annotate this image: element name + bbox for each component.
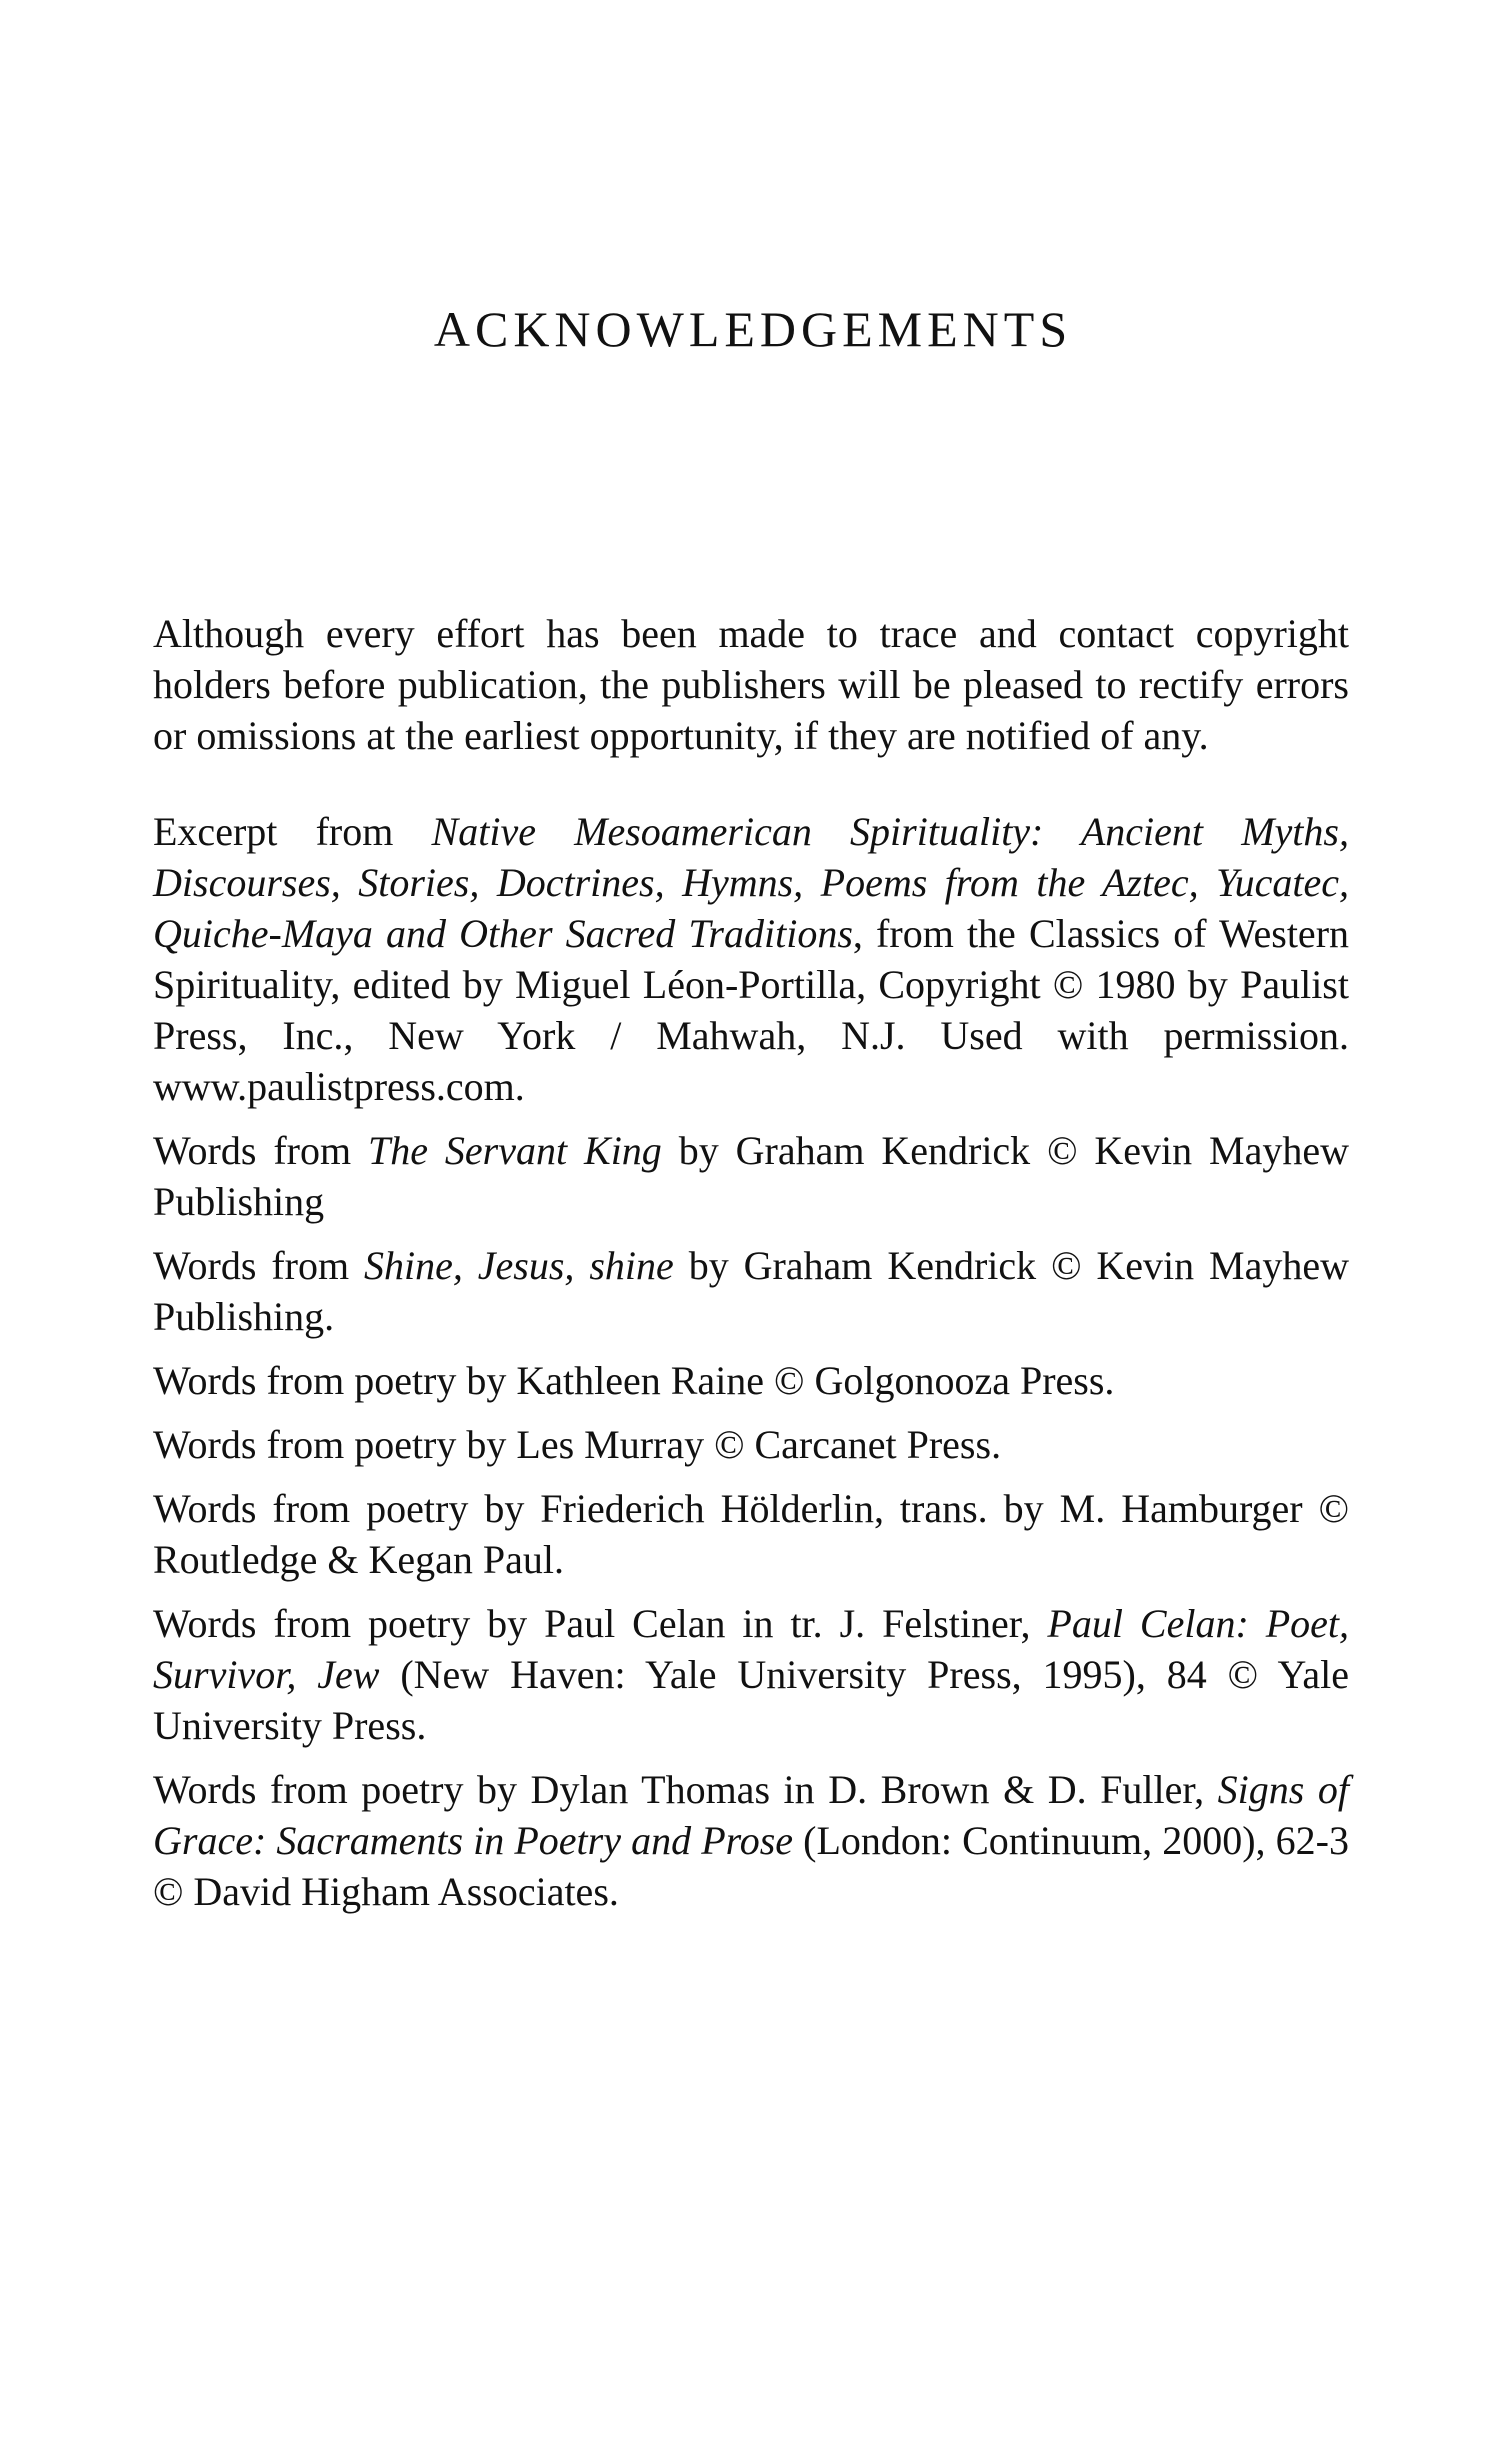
credit-work-title: The Servant King [368,1128,662,1173]
credit-entry [153,1125,1349,1227]
credit-entry [153,1419,1349,1470]
credit-text: Words from [153,1243,365,1288]
credit-entry [153,1240,1349,1342]
credit-entry [153,1355,1349,1406]
credit-text: , from the Classics of Western Spirituality, edited by Miguel Léon-Portilla, Copyright © 1980 by Paulist Press, Inc., New York / Mahwah, N.J. Used with permission. www.paulistpress.com. [153,911,1350,1109]
credit-text: (London: Continuum, 2000), 62-3 © David Higham Associates. [153,1818,1349,1914]
page-title: ACKNOWLEDGEMENTS [433,301,1073,357]
credit-work-title: Signs of Grace: Sacraments in Poetry and Prose [153,1767,1350,1863]
credit-entry [153,806,1349,1112]
credit-entry [153,1483,1349,1585]
acknowledgements-body [153,608,1349,1930]
credit-entry [153,1598,1349,1751]
credit-text: Words from poetry by Kathleen Raine © Golgonooza Press. [153,1358,1115,1403]
credit-text: Words from poetry by Paul Celan in tr. J. Felstiner, [153,1601,1048,1646]
credit-text: Words from poetry by Friederich Hölderlin, trans. by M. Hamburger © Routledge & Kegan Paul. [153,1486,1349,1582]
credit-text: Words from [153,1128,369,1173]
credit-text: Words from poetry by Les Murray © Carcanet Press. [153,1422,1002,1467]
credit-work-title: Paul Celan: Poet, Survivor, Jew [153,1601,1350,1697]
intro-paragraph: Although every effort has been made to trace and contact copyright holders before publication, the publishers will be pleased to rectify errors or omissions at the earliest opportunity, if they are notified of any. [153,611,1349,758]
credit-text: by Graham Kendrick © Kevin Mayhew Publishing [153,1128,1350,1224]
credit-text: by Graham Kendrick © Kevin Mayhew Publishing. [153,1243,1349,1339]
credit-work-title: Shine, Jesus, shine [364,1243,674,1288]
credit-text: Words from poetry by Dylan Thomas in D. Brown & D. Fuller, [153,1767,1218,1812]
credit-work-title: Native Mesoamerican Spirituality: Ancient Myths, Discourses, Stories, Doctrines, Hymns, Poems from the Aztec, Yucatec, Quiche-Maya and Other Sacred Traditions [153,809,1349,956]
credit-text: (New Haven: Yale University Press, 1995), 84 © Yale University Press. [153,1652,1349,1748]
credit-text: Excerpt from [153,809,432,854]
credit-entry [153,1764,1349,1917]
